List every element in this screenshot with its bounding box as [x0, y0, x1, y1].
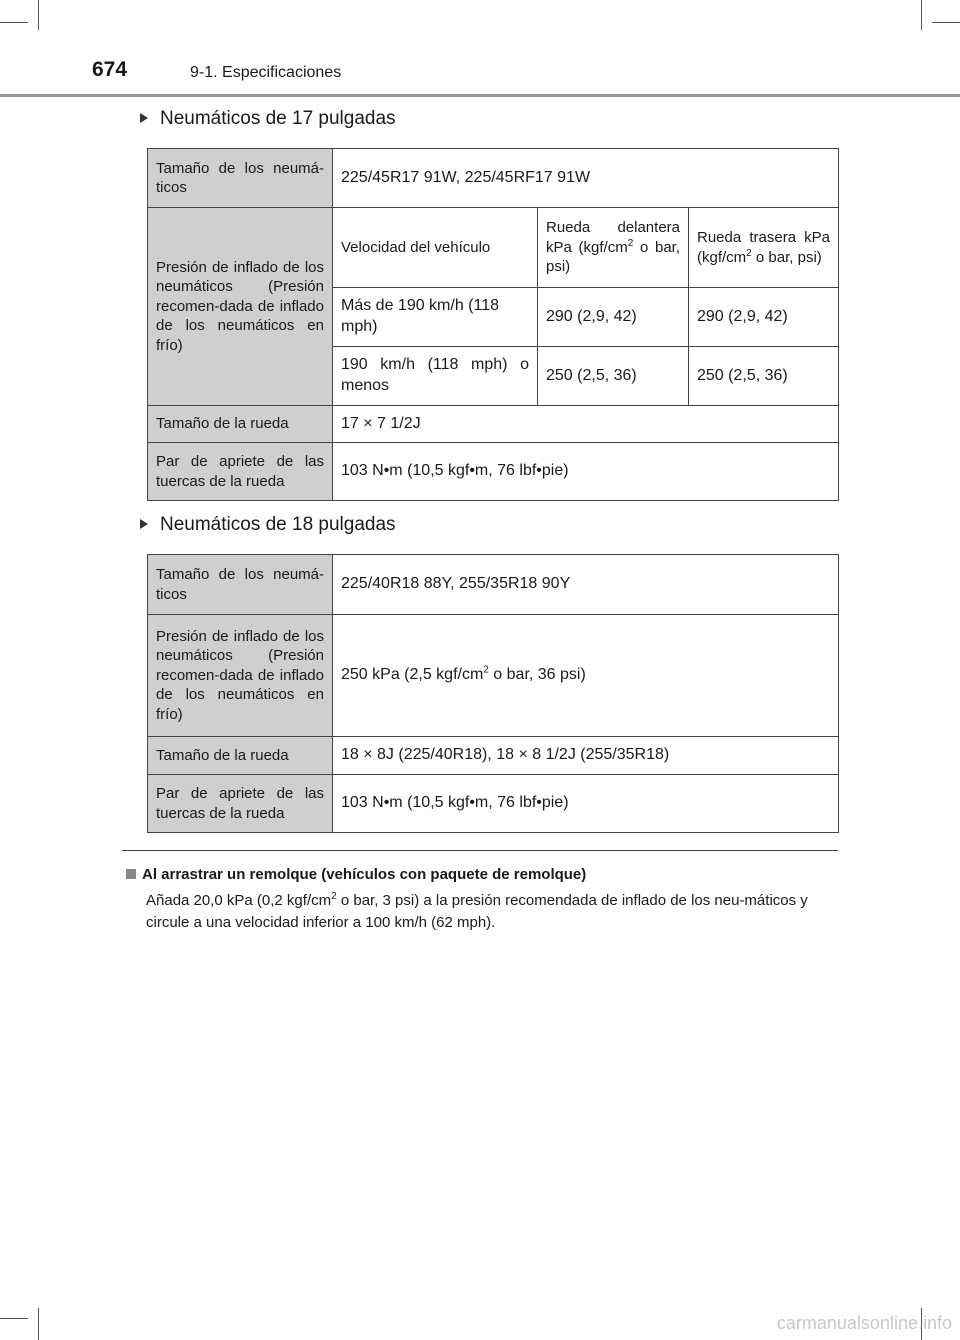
table-row	[148, 615, 839, 737]
page-number: 674	[92, 58, 128, 81]
pressure-value-text: 250 kPa (2,5 kgf/cm	[341, 666, 484, 684]
table-row	[148, 443, 839, 501]
header-divider	[0, 94, 960, 97]
note-title	[126, 866, 586, 883]
superscript: 2	[331, 891, 337, 902]
table-row	[148, 775, 839, 833]
crop-mark	[0, 22, 28, 23]
wheel-value: 17 × 7 1/2J	[333, 406, 839, 443]
tire-spec-table-17	[147, 148, 839, 501]
row2-front: 250 (2,5, 36)	[538, 347, 689, 406]
row2-rear: 250 (2,5, 36)	[689, 347, 839, 406]
watermark: carmanualsonline.info	[776, 1313, 952, 1333]
col-front-text: Rueda delantera kPa (kgf/cm	[546, 219, 680, 256]
col-front-text-end: o bar, psi)	[546, 238, 680, 276]
section-title: 9-1. Especificaciones	[190, 64, 342, 81]
size-value: 225/45R17 91W, 225/45RF17 91W	[333, 149, 839, 208]
pressure-label: Presión de inflado de los neumáticos (Presión recomen-dada de inflado de los neumáticos en frío)	[148, 615, 333, 737]
col-rear	[689, 208, 839, 288]
subheading-18	[140, 514, 396, 536]
arrow-right-icon	[140, 519, 148, 529]
pressure-value	[333, 615, 839, 737]
row1-speed: Más de 190 km/h (118 mph)	[333, 288, 538, 347]
table-row	[148, 208, 839, 288]
torque-label: Par de apriete de las tuercas de la rueda	[148, 443, 333, 501]
tire-spec-table-18	[147, 554, 839, 833]
subheading-17	[140, 108, 396, 130]
torque-value: 103 N•m (10,5 kgf•m, 76 lbf•pie)	[333, 443, 839, 501]
wheel-value: 18 × 8J (225/40R18), 18 × 8 1/2J (255/35R18)	[333, 737, 839, 775]
size-label: Tamaño de los neumá-ticos	[148, 555, 333, 615]
note-body-text: Añada 20,0 kPa (0,2 kgf/cm	[146, 892, 332, 909]
note-divider	[122, 850, 838, 851]
col-speed: Velocidad del vehículo	[333, 208, 538, 288]
col-rear-text-end: o bar, psi)	[751, 248, 822, 266]
pressure-value-text-end: o bar, 36 psi)	[488, 666, 586, 684]
size-value: 225/40R18 88Y, 255/35R18 90Y	[333, 555, 839, 615]
superscript: 2	[483, 664, 489, 676]
row2-speed: 190 km/h (118 mph) o menos	[333, 347, 538, 406]
table-row	[148, 737, 839, 775]
table-row	[148, 555, 839, 615]
crop-mark	[0, 1318, 28, 1319]
crop-mark	[38, 1308, 39, 1340]
subheading-18-text: Neumáticos de 18 pulgadas	[160, 514, 396, 535]
col-front	[538, 208, 689, 288]
wheel-label: Tamaño de la rueda	[148, 737, 333, 775]
pressure-label: Presión de inflado de los neumáticos (Presión recomen-dada de inflado de los neumáticos en frío)	[148, 208, 333, 406]
torque-label: Par de apriete de las tuercas de la rueda	[148, 775, 333, 833]
row1-rear: 290 (2,9, 42)	[689, 288, 839, 347]
note-body	[146, 890, 836, 934]
note-body-text-end: o bar, 3 psi) a la presión recomendada de inflado de los neu-máticos y circule a una velocidad inferior a 100 km/h (62 mph).	[146, 892, 808, 931]
table-row	[148, 149, 839, 208]
table-row	[148, 406, 839, 443]
row1-front: 290 (2,9, 42)	[538, 288, 689, 347]
torque-value: 103 N•m (10,5 kgf•m, 76 lbf•pie)	[333, 775, 839, 833]
col-rear-text: Rueda trasera kPa (kgf/cm	[697, 229, 831, 266]
crop-mark	[921, 0, 922, 30]
size-label: Tamaño de los neumá-ticos	[148, 149, 333, 208]
crop-mark	[932, 22, 960, 23]
arrow-right-icon	[140, 113, 148, 123]
note-title-text: Al arrastrar un remolque (vehículos con paquete de remolque)	[142, 866, 587, 883]
wheel-label: Tamaño de la rueda	[148, 406, 333, 443]
square-bullet-icon	[126, 869, 136, 879]
superscript: 2	[627, 237, 634, 249]
crop-mark	[38, 0, 39, 30]
subheading-17-text: Neumáticos de 17 pulgadas	[160, 108, 396, 129]
superscript: 2	[746, 247, 752, 259]
